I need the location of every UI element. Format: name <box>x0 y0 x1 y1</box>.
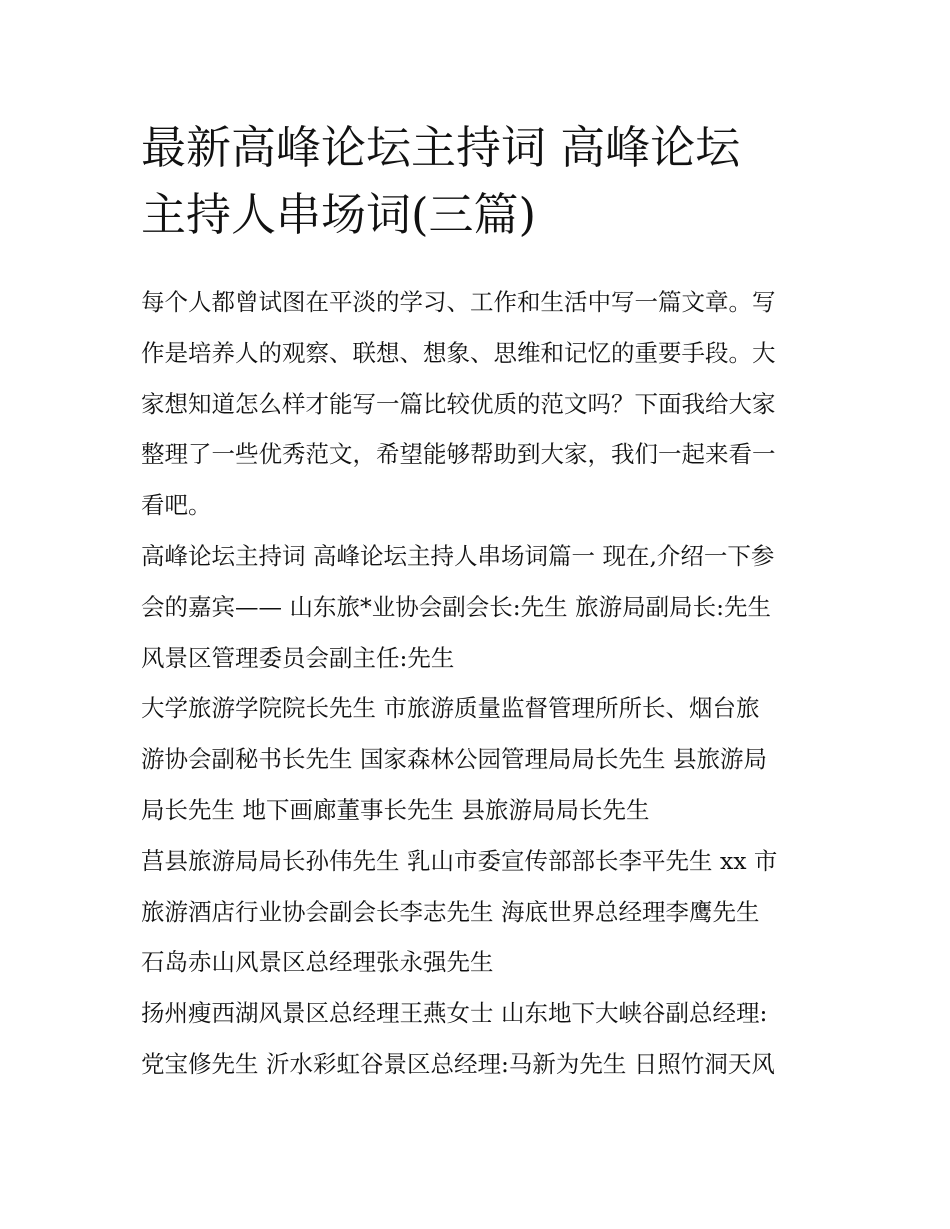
title-line-1: 最新高峰论坛主持词 高峰论坛 <box>141 121 741 174</box>
body-line: 家想知道怎么样才能写一篇比较优质的范文吗？下面我给大家 <box>141 389 776 418</box>
body-line: 看吧。 <box>141 491 212 520</box>
body-line: 旅游酒店行业协会副会长李志先生 海底世界总经理李鹰先生 <box>141 897 760 926</box>
body-line: 高峰论坛主持词 高峰论坛主持人串场词篇一 现在,介绍一下参 <box>141 541 775 570</box>
body-line: 游协会副秘书长先生 国家森林公园管理局局长先生 县旅游局 <box>141 745 767 774</box>
title-line-2: 主持人串场词(三篇) <box>141 188 537 241</box>
body-line: 党宝修先生 沂水彩虹谷景区总经理:马新为先生 日照竹洞天风 <box>141 1049 775 1078</box>
body-line: 会的嘉宾—— 山东旅*业协会副会长:先生 旅游局副局长:先生 <box>141 592 772 621</box>
body-line: 风景区管理委员会副主任:先生 <box>141 643 455 672</box>
document-title <box>141 114 821 248</box>
body-line: 大学旅游学院院长先生 市旅游质量监督管理所所长、烟台旅 <box>141 694 760 723</box>
body-line: 扬州瘦西湖风景区总经理王燕女士 山东地下大峡谷副总经理: <box>141 999 768 1028</box>
body-line: 每个人都曾试图在平淡的学习、工作和生活中写一篇文章。写 <box>141 288 776 316</box>
body-line: 整理了一些优秀范文，希望能够帮助到大家，我们一起来看一 <box>141 440 776 469</box>
body-line: 莒县旅游局局长孙伟先生 乳山市委宣传部部长李平先生 xx 市 <box>141 846 778 875</box>
document-body <box>141 277 831 1090</box>
body-line: 石岛赤山风景区总经理张永强先生 <box>141 948 494 977</box>
body-line: 作是培养人的观察、联想、想象、思维和记忆的重要手段。大 <box>141 338 776 367</box>
body-line: 局长先生 地下画廊董事长先生 县旅游局局长先生 <box>141 795 650 824</box>
